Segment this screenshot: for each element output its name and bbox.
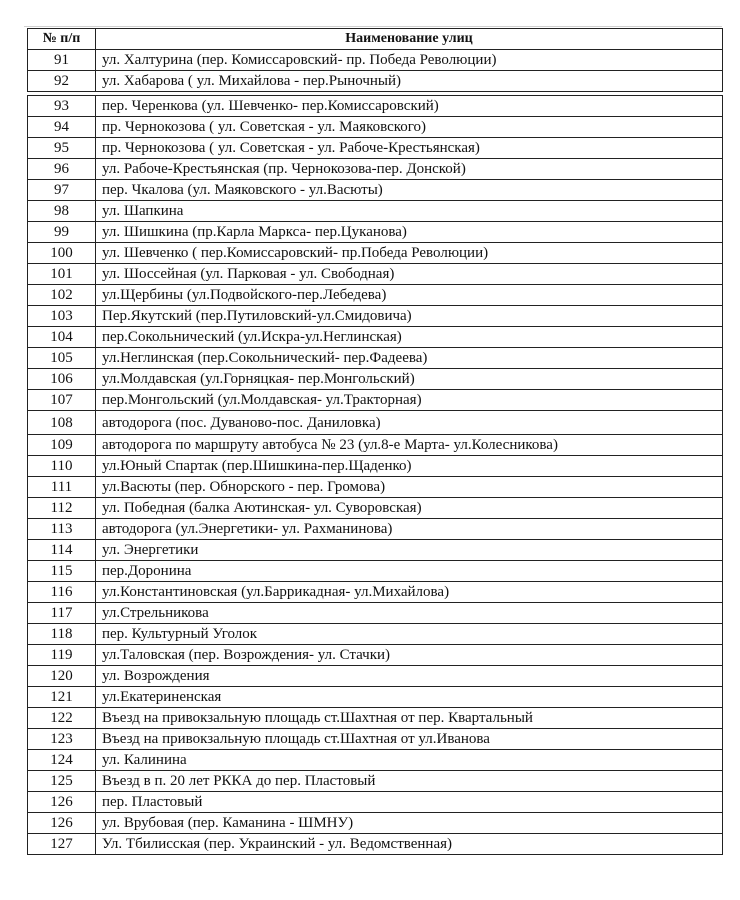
page-top-rule xyxy=(24,26,722,27)
row-number-cell: 101 xyxy=(28,264,96,285)
row-number-cell: 126 xyxy=(28,792,96,813)
street-name-cell: ул. Рабоче-Крестьянская (пр. Чернокозова-пер. Донской) xyxy=(96,159,723,180)
table-row xyxy=(28,624,723,645)
column-header-name: Наименование улиц xyxy=(96,29,723,50)
street-name-cell: ул.Стрельникова xyxy=(96,603,723,624)
row-number-cell: 121 xyxy=(28,687,96,708)
table-row xyxy=(28,729,723,750)
table-row xyxy=(28,138,723,159)
streets-table-top xyxy=(27,28,723,92)
street-name-cell: автодорога (ул.Энергетики- ул. Рахманинова) xyxy=(96,519,723,540)
row-number-cell: 108 xyxy=(28,411,96,435)
row-number-cell: 91 xyxy=(28,50,96,71)
table-row xyxy=(28,411,723,435)
table-row xyxy=(28,264,723,285)
table-row xyxy=(28,285,723,306)
row-number-cell: 113 xyxy=(28,519,96,540)
table-row xyxy=(28,813,723,834)
row-number-cell: 94 xyxy=(28,117,96,138)
row-number-cell: 100 xyxy=(28,243,96,264)
row-number-cell: 114 xyxy=(28,540,96,561)
row-number-cell: 110 xyxy=(28,456,96,477)
table-row xyxy=(28,71,723,92)
street-name-cell: Пер.Якутский (пер.Путиловский-ул.Смидовича) xyxy=(96,306,723,327)
row-number-cell: 105 xyxy=(28,348,96,369)
table-row xyxy=(28,498,723,519)
row-number-cell: 98 xyxy=(28,201,96,222)
table-row xyxy=(28,456,723,477)
table-row xyxy=(28,348,723,369)
row-number-cell: 95 xyxy=(28,138,96,159)
table-row xyxy=(28,666,723,687)
street-name-cell: Въезд на привокзальную площадь ст.Шахтная от пер. Квартальный xyxy=(96,708,723,729)
streets-table-main xyxy=(27,95,723,855)
table-row xyxy=(28,477,723,498)
row-number-cell: 118 xyxy=(28,624,96,645)
table-row xyxy=(28,771,723,792)
street-name-cell: ул. Шевченко ( пер.Комиссаровский- пр.Победа Революции) xyxy=(96,243,723,264)
street-name-cell: ул.Екатериненская xyxy=(96,687,723,708)
table-row xyxy=(28,435,723,456)
row-number-cell: 120 xyxy=(28,666,96,687)
street-name-cell: ул.Неглинская (пер.Сокольнический- пер.Фадеева) xyxy=(96,348,723,369)
table-row xyxy=(28,201,723,222)
table-row xyxy=(28,834,723,855)
row-number-cell: 92 xyxy=(28,71,96,92)
street-name-cell: пр. Чернокозова ( ул. Советская - ул. Рабоче-Крестьянская) xyxy=(96,138,723,159)
table-row xyxy=(28,180,723,201)
street-name-cell: ул. Калинина xyxy=(96,750,723,771)
table-row xyxy=(28,687,723,708)
table-row xyxy=(28,561,723,582)
column-header-number: № п/п xyxy=(28,29,96,50)
street-name-cell: ул.Молдавская (ул.Горняцкая- пер.Монгольский) xyxy=(96,369,723,390)
table-row xyxy=(28,159,723,180)
row-number-cell: 122 xyxy=(28,708,96,729)
street-name-cell: пр. Чернокозова ( ул. Советская - ул. Маяковского) xyxy=(96,117,723,138)
table-header-row xyxy=(28,29,723,50)
street-name-cell: ул.Щербины (ул.Подвойского-пер.Лебедева) xyxy=(96,285,723,306)
row-number-cell: 115 xyxy=(28,561,96,582)
row-number-cell: 126 xyxy=(28,813,96,834)
street-name-cell: пер. Пластовый xyxy=(96,792,723,813)
street-name-cell: ул. Энергетики xyxy=(96,540,723,561)
table-row xyxy=(28,645,723,666)
street-name-cell: ул. Победная (балка Аютинская- ул. Суворовская) xyxy=(96,498,723,519)
row-number-cell: 104 xyxy=(28,327,96,348)
table-row xyxy=(28,306,723,327)
row-number-cell: 97 xyxy=(28,180,96,201)
street-name-cell: Въезд в п. 20 лет РККА до пер. Пластовый xyxy=(96,771,723,792)
row-number-cell: 103 xyxy=(28,306,96,327)
table-row xyxy=(28,96,723,117)
table-row xyxy=(28,603,723,624)
row-number-cell: 96 xyxy=(28,159,96,180)
street-name-cell: пер.Сокольнический (ул.Искра-ул.Неглинская) xyxy=(96,327,723,348)
table-row xyxy=(28,390,723,411)
row-number-cell: 99 xyxy=(28,222,96,243)
street-name-cell: Ул. Тбилисская (пер. Украинский - ул. Ведомственная) xyxy=(96,834,723,855)
street-name-cell: ул.Юный Спартак (пер.Шишкина-пер.Щаденко) xyxy=(96,456,723,477)
table-row xyxy=(28,50,723,71)
table-row xyxy=(28,222,723,243)
row-number-cell: 112 xyxy=(28,498,96,519)
street-name-cell: ул. Шишкина (пр.Карла Маркса- пер.Цуканова) xyxy=(96,222,723,243)
street-name-cell: пер.Монгольский (ул.Молдавская- ул.Тракторная) xyxy=(96,390,723,411)
table-row xyxy=(28,540,723,561)
row-number-cell: 124 xyxy=(28,750,96,771)
row-number-cell: 111 xyxy=(28,477,96,498)
street-name-cell: ул. Шапкина xyxy=(96,201,723,222)
row-number-cell: 123 xyxy=(28,729,96,750)
row-number-cell: 125 xyxy=(28,771,96,792)
table-row xyxy=(28,582,723,603)
table-row xyxy=(28,369,723,390)
street-name-cell: ул. Врубовая (пер. Каманина - ШМНУ) xyxy=(96,813,723,834)
row-number-cell: 107 xyxy=(28,390,96,411)
street-name-cell: пер.Доронина xyxy=(96,561,723,582)
street-name-cell: ул.Васюты (пер. Обнорского - пер. Громова) xyxy=(96,477,723,498)
table-row xyxy=(28,243,723,264)
row-number-cell: 93 xyxy=(28,96,96,117)
street-name-cell: ул. Халтурина (пер. Комиссаровский- пр. Победа Революции) xyxy=(96,50,723,71)
row-number-cell: 116 xyxy=(28,582,96,603)
table-row xyxy=(28,117,723,138)
row-number-cell: 117 xyxy=(28,603,96,624)
row-number-cell: 109 xyxy=(28,435,96,456)
street-name-cell: автодорога по маршруту автобуса № 23 (ул.8-е Марта- ул.Колесникова) xyxy=(96,435,723,456)
street-name-cell: ул. Шоссейная (ул. Парковая - ул. Свободная) xyxy=(96,264,723,285)
street-name-cell: ул.Константиновская (ул.Баррикадная- ул.Михайлова) xyxy=(96,582,723,603)
street-name-cell: ул. Возрождения xyxy=(96,666,723,687)
street-name-cell: пер. Культурный Уголок xyxy=(96,624,723,645)
street-name-cell: ул. Хабарова ( ул. Михайлова - пер.Рыночный) xyxy=(96,71,723,92)
row-number-cell: 106 xyxy=(28,369,96,390)
street-name-cell: автодорога (пос. Дуваново-пос. Даниловка) xyxy=(96,411,723,435)
table-row xyxy=(28,750,723,771)
row-number-cell: 127 xyxy=(28,834,96,855)
table-row xyxy=(28,327,723,348)
table-row xyxy=(28,792,723,813)
street-name-cell: Въезд на привокзальную площадь ст.Шахтная от ул.Иванова xyxy=(96,729,723,750)
row-number-cell: 102 xyxy=(28,285,96,306)
street-name-cell: ул.Таловская (пер. Возрождения- ул. Стачки) xyxy=(96,645,723,666)
street-name-cell: пер. Черенкова (ул. Шевченко- пер.Комиссаровский) xyxy=(96,96,723,117)
table-row xyxy=(28,519,723,540)
row-number-cell: 119 xyxy=(28,645,96,666)
street-name-cell: пер. Чкалова (ул. Маяковского - ул.Васюты) xyxy=(96,180,723,201)
table-row xyxy=(28,708,723,729)
